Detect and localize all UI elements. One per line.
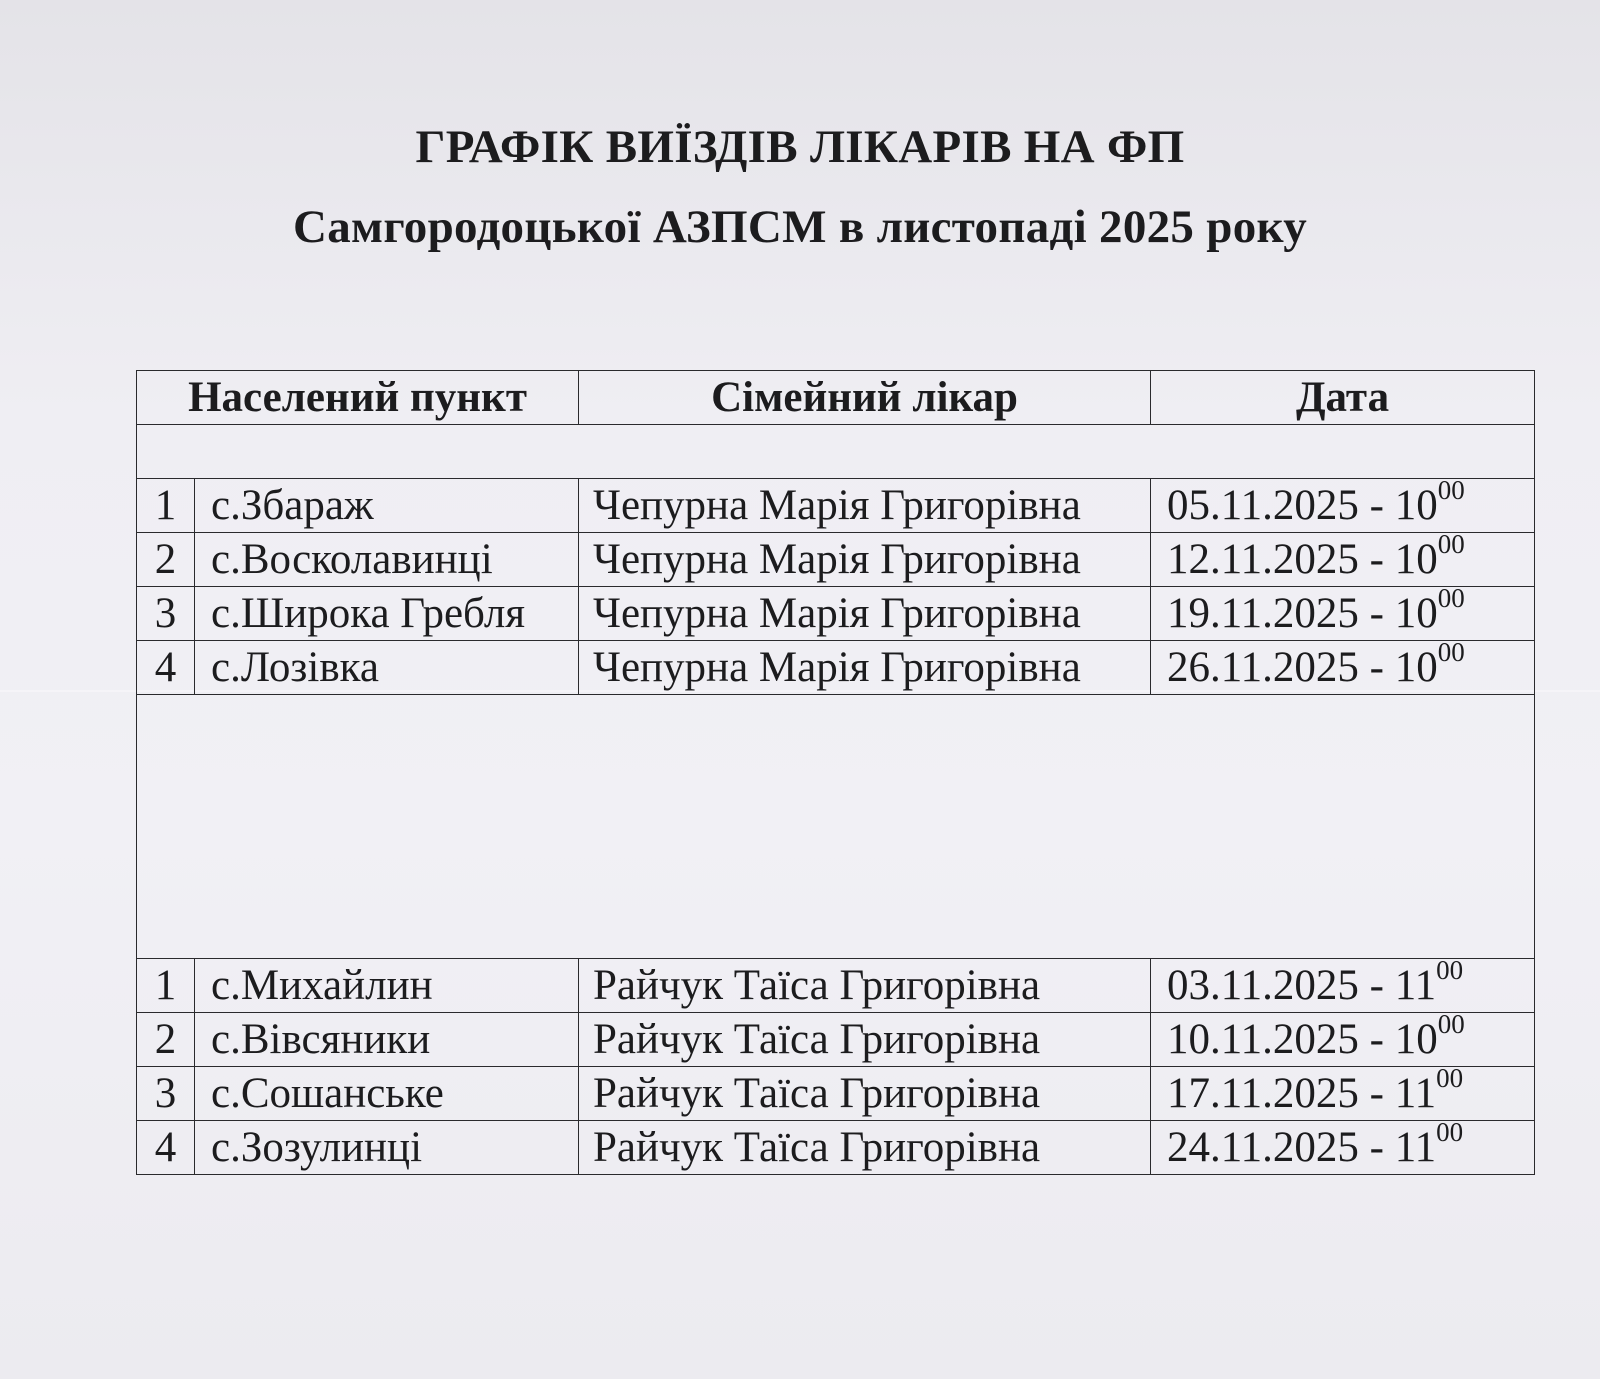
date-text: 24.11.2025 - 11 — [1167, 1123, 1437, 1171]
date-text: 12.11.2025 - 10 — [1167, 535, 1438, 583]
table-row — [137, 587, 1535, 641]
row-number: 1 — [137, 959, 195, 1013]
empty-row — [137, 425, 1535, 479]
row-number: 3 — [137, 587, 195, 641]
doctor-cell: Райчук Таїса Григорівна — [579, 959, 1151, 1013]
settlement-cell: с.Сошанське — [195, 1067, 579, 1121]
table-row — [137, 641, 1535, 695]
table-row — [137, 533, 1535, 587]
settlement-cell: с.Збараж — [195, 479, 579, 533]
doctor-cell: Чепурна Марія Григорівна — [579, 641, 1151, 695]
doctor-cell: Чепурна Марія Григорівна — [579, 587, 1151, 641]
doctor-cell: Райчук Таїса Григорівна — [579, 1067, 1151, 1121]
time-minutes: 00 — [1437, 478, 1465, 506]
table-row — [137, 959, 1535, 1013]
row-number: 2 — [137, 533, 195, 587]
date-text: 05.11.2025 - 10 — [1167, 481, 1438, 529]
table-row — [137, 1013, 1535, 1067]
date-cell — [1151, 587, 1535, 641]
empty-cell — [137, 695, 1535, 959]
empty-cell — [137, 425, 1535, 479]
row-number: 1 — [137, 479, 195, 533]
settlement-cell: с.Лозівка — [195, 641, 579, 695]
date-cell — [1151, 533, 1535, 587]
date-cell — [1151, 641, 1535, 695]
table-row — [137, 479, 1535, 533]
settlement-cell: с.Зозулинці — [195, 1121, 579, 1175]
table-row — [137, 1121, 1535, 1175]
date-text: 17.11.2025 - 11 — [1167, 1069, 1437, 1117]
row-number: 4 — [137, 641, 195, 695]
time-minutes: 00 — [1436, 1120, 1464, 1148]
doctor-cell: Райчук Таїса Григорівна — [579, 1121, 1151, 1175]
column-header-settlement: Населений пункт — [137, 371, 579, 425]
table-header-row — [137, 371, 1535, 425]
time-minutes: 00 — [1437, 532, 1465, 560]
column-header-date: Дата — [1151, 371, 1535, 425]
row-number: 4 — [137, 1121, 195, 1175]
doctor-cell: Чепурна Марія Григорівна — [579, 479, 1151, 533]
settlement-cell: с.Широка Гребля — [195, 587, 579, 641]
column-header-doctor: Сімейний лікар — [579, 371, 1151, 425]
row-number: 2 — [137, 1013, 195, 1067]
date-cell — [1151, 1121, 1535, 1175]
time-minutes: 00 — [1436, 1066, 1464, 1094]
time-minutes: 00 — [1437, 1012, 1465, 1040]
date-text: 03.11.2025 - 11 — [1167, 961, 1437, 1009]
date-cell — [1151, 1067, 1535, 1121]
empty-row — [137, 695, 1535, 959]
doctor-cell: Райчук Таїса Григорівна — [579, 1013, 1151, 1067]
row-number: 3 — [137, 1067, 195, 1121]
date-text: 19.11.2025 - 10 — [1167, 589, 1438, 637]
date-cell — [1151, 479, 1535, 533]
date-text: 26.11.2025 - 10 — [1167, 643, 1438, 691]
schedule-table — [136, 370, 1535, 1175]
time-minutes: 00 — [1436, 958, 1464, 986]
settlement-cell: с.Вівсяники — [195, 1013, 579, 1067]
time-minutes: 00 — [1437, 586, 1465, 614]
date-text: 10.11.2025 - 10 — [1167, 1015, 1438, 1063]
date-cell — [1151, 1013, 1535, 1067]
settlement-cell: с.Михайлин — [195, 959, 579, 1013]
document-title: ГРАФІК ВИЇЗДІВ ЛІКАРІВ НА ФП — [415, 121, 1185, 173]
date-cell — [1151, 959, 1535, 1013]
time-minutes: 00 — [1437, 640, 1465, 668]
doctor-cell: Чепурна Марія Григорівна — [579, 533, 1151, 587]
settlement-cell: с.Восколавинці — [195, 533, 579, 587]
table-row — [137, 1067, 1535, 1121]
document-subtitle: Самгородоцької АЗПСМ в листопаді 2025 року — [292, 201, 1308, 253]
